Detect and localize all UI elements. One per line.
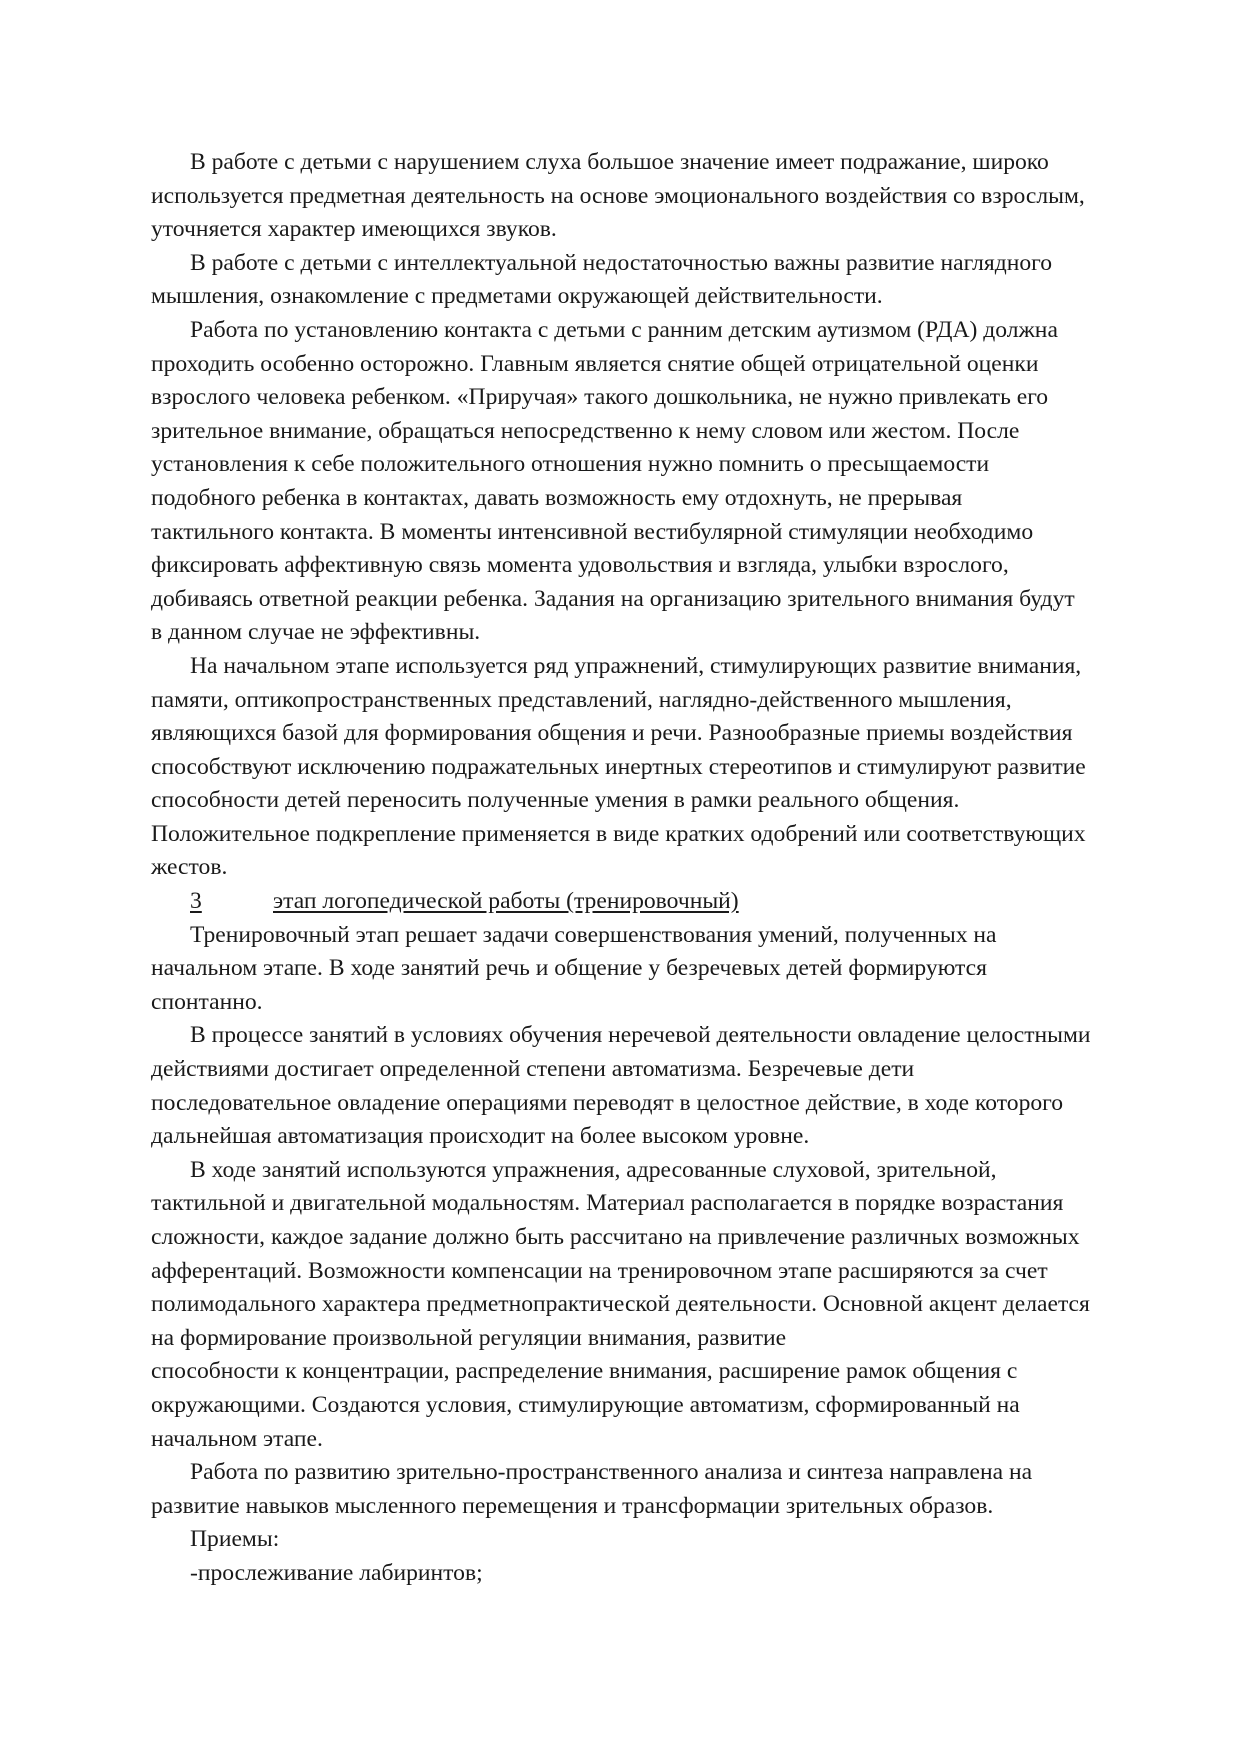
paragraph: В ходе занятий используются упражнения, адресованные слуховой, зрительной, тактильной и двигательной модальностям. Материал располагается в порядке возрастания сложности, каждое задание должно быть рассчитано на привлечение различных возможных афферентаций. Возможности компенсации на тренировочном этапе расширяются за счет полимодального характера предметнопрактической деятельности. Основной акцент делается на формирование произвольной регуляции внимания, развитие [151,1156,1090,1351]
paragraph: Приемы: [190,1526,280,1553]
section-heading [151,885,1091,919]
paragraph: В работе с детьми с нарушением слуха большое значение имеет подражание, широко используется предметная деятельность на основе эмоционального воздействия со взрослым, уточняется характер имеющихся звуков. [151,149,1085,243]
paragraph: На начальном этапе используется ряд упражнений, стимулирующих развитие внимания, памяти, оптикопространственных представлений, наглядно-действенного мышления, являющихся базой для формирования общения и речи. Разнообразные приемы воздействия способствуют исключению подражательных инертных стереотипов и стимулируют развитие способности детей переносить полученные умения в рамки реального общения. Положительное подкрепление применяется в виде кратких одобрений или соответствующих жестов. [151,652,1086,881]
paragraph: Работа по развитию зрительно-пространственного анализа и синтеза направлена на развитие навыков мысленного перемещения и трансформации зрительных образов. [151,1459,1033,1519]
paragraph: В процессе занятий в условиях обучения неречевой деятельности овладение целостными действиями достигает определенной степени автоматизма. Безречевые дети последовательное овладение операциями переводят в целостное действие, в ходе которого дальнейшая автоматизация происходит на более высоком уровне. [151,1022,1091,1150]
paragraph: В работе с детьми с интеллектуальной недостаточностью важны развитие наглядного мышления, ознакомление с предметами окружающей действительности. [151,249,1053,310]
paragraph: Работа по установлению контакта с детьми с ранним детским аутизмом (РДА) должна проходить особенно осторожно. Главным является снятие общей отрицательной оценки взрослого человека ребенком. «Приручая» такого дошкольника, не нужно привлекать его зрительное внимание, обращаться непосредственно к нему словом или жестом. После установления к себе положительного отношения нужно помнить о пресыщаемости подобного ребенка в контактах, давать возможность ему отдохнуть, не прерывая тактильного контакта. В моменты интенсивной вестибулярной стимуляции необходимо фиксировать аффективную связь момента удовольствия и взгляда, улыбки взрослого, добиваясь ответной реакции ребенка. Задания на организацию зрительного внимания будут в данном случае не эффективны. [151,316,1075,646]
section-title: этап логопедической работы (тренировочный) [273,888,739,915]
paragraph: Тренировочный этап решает задачи совершенствования умений, полученных на начальном этапе. В ходе занятий речь и общение у безречевых детей формируются спонтанно. [151,921,997,1015]
document-page [151,146,1091,1591]
paragraph-continuation: способности к концентрации, распределение внимания, расширение рамок общения с окружающими. Создаются условия, стимулирующие автоматизм, сформированный на начальном этапе. [151,1358,1020,1452]
list-item: -прослеживание лабиринтов; [190,1559,483,1586]
section-number: 3 [190,888,202,915]
